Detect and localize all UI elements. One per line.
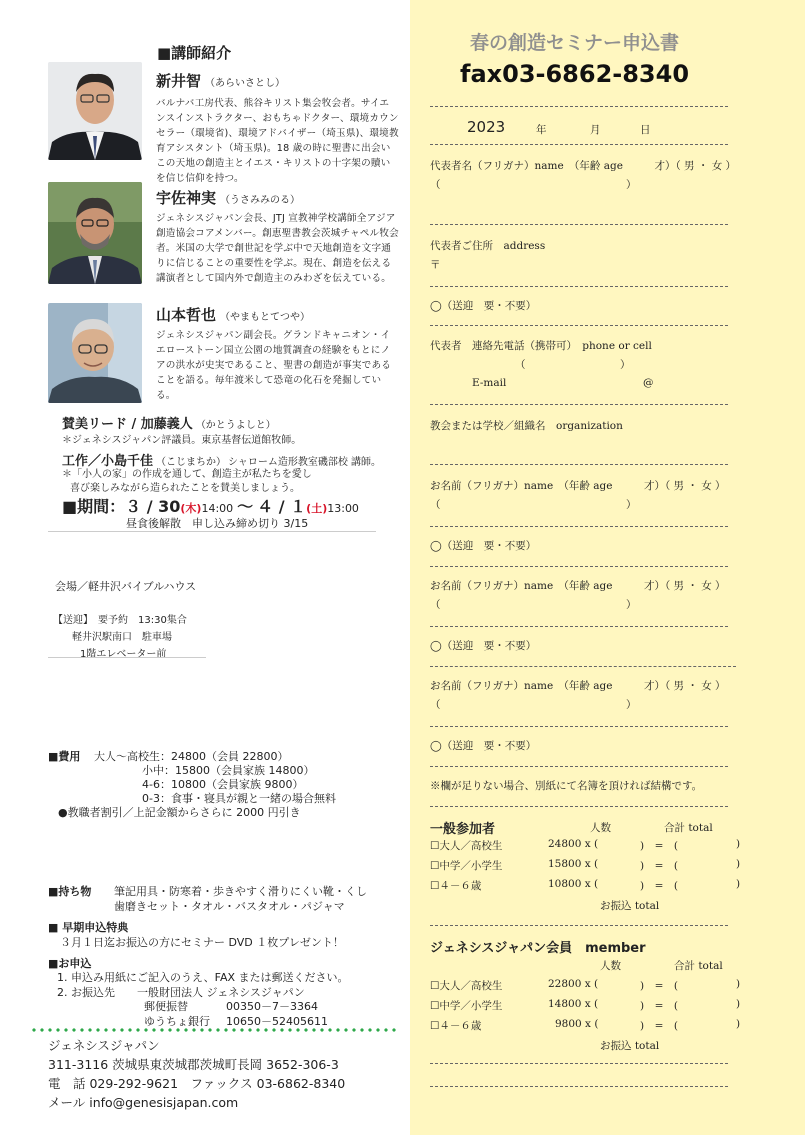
items-label: ■持ち物 [48,885,92,898]
items-line1: 筆記用具・防寒着・歩きやすく滑りにくい靴・くし [114,885,367,898]
period-start-day: (木) [180,502,202,515]
postal-number: 00350－7－3364 [226,1000,318,1013]
period-end-day: (土) [306,502,328,515]
general-title: 一般参加者 [430,822,496,837]
form-divider [430,806,728,807]
person3-name-label[interactable]: お名前（フリガナ）name （年齢 age 才）（ 男 ・ 女 ） [430,680,726,692]
early-label: ■ 早期申込特典 [48,921,129,934]
arai-kana: （あらいさとし） [205,78,286,89]
praise-desc: ＊ジェネシスジャパン評議員。東京基督伝道館牧師。 [62,435,302,446]
form-divider [430,1063,728,1064]
yamamoto-kana: （やまもとてつや） [220,312,311,323]
form-divider [430,626,728,627]
footer-org: ジェネシスジャパン [48,1038,160,1053]
general-young-checkbox[interactable]: ☐４－６歳 [430,880,482,892]
fees-line3: 4-6：10800（会員家族 9800） [142,778,304,791]
member-child-eq[interactable]: ) = ( [640,1000,678,1012]
general-adult-price: 24800 x ( [548,838,599,850]
person1-open-paren: （ [430,499,441,511]
period-tilde: 〜 [237,497,254,516]
form-divider [430,1086,728,1087]
form-divider [430,106,728,107]
fees-label: ■費用 [48,750,81,763]
member-total-label: 合計 total [674,960,723,972]
praise-kana: （かとうよしと） [195,420,276,431]
person3-open-paren: （ [430,699,441,711]
form-day-label: 日 [640,124,651,136]
member-count-label: 人数 [600,960,621,972]
form-divider [430,766,728,767]
form-divider [430,404,728,405]
form-divider [430,224,728,225]
craft-desc2: 喜び楽しみながら造られたことを賛美しましょう。 [70,483,300,494]
general-child-close: ) [736,858,741,870]
arai-name: 新井智 [156,72,202,90]
form-divider [430,566,728,567]
arai-photo [48,62,142,160]
organization-label[interactable]: 教会または学校／組織名 organization [430,420,623,432]
form-month-label: 月 [590,124,601,136]
fees-line1: 大人〜高校生：24800（会員 22800） [94,750,289,763]
form-note: ※欄が足りない場合、別紙にて名簿を頂ければ結構です。 [430,780,703,792]
general-adult-close: ) [736,838,741,850]
craft-kana: （こじまちか） [156,457,227,468]
form-year-label: 年 [536,124,547,136]
general-child-checkbox[interactable]: ☐中学／小学生 [430,860,503,872]
form-divider [430,526,728,527]
email-at: @ [643,377,654,389]
apply-step2: 2. お振込先 一般財団法人 ジェネシスジャパン [57,986,305,999]
rep-name-label[interactable]: 代表者名（フリガナ）name （年齢 age 才）（ 男 ・ 女 ） [430,160,737,172]
period-end-time: 13:00 [327,502,359,515]
praise-title: 賛美リード / 加藤義人 [62,417,193,432]
member-young-eq[interactable]: ) = ( [640,1020,678,1032]
form-divider [430,325,728,326]
usa-kana: （うさみみのる） [220,195,301,206]
pickup-line3: 1階エレベーター前 [80,649,167,660]
green-dotted-divider [30,1028,400,1032]
arai-bio: バルナバ工房代表、熊谷キリスト集会牧会者。サイエンスインストラクター、おもちゃドクター、環境カウンセラー（環境省)、環境アドバイザー（埼玉県)、環境教育アシスタント（埼玉県)。18 歳の時に聖書に出会いこの天地の創造主とイエス・キリストの十字架の贖いを信じ信仰を持つ。 [156,98,399,184]
footer-address: 311-3116 茨城県東茨城郡茨城町長岡 3652-306-3 [48,1057,339,1072]
address-label[interactable]: 代表者ご住所 address [430,240,546,252]
pickup-line2: 軽井沢駅南口 駐車場 [72,632,172,643]
person2-name-label[interactable]: お名前（フリガナ）name （年齢 age 才）（ 男 ・ 女 ） [430,580,726,592]
period-divider [48,531,376,532]
fees-line5: ●教職者割引／上記金額からさらに 2000 円引き [58,806,301,819]
period-label: ■期間： [62,497,126,516]
items-line2: 歯磨きセット・タオル・バスタオル・パジャマ [114,900,345,913]
general-adult-eq[interactable]: ) = ( [640,840,678,852]
form-year: 2023 [467,118,506,136]
period-start-num: ３ / 30 [125,497,181,516]
footer-email: メール info@genesisjapan.com [48,1095,239,1110]
period-line [62,494,359,517]
member-child-close: ) [736,998,741,1010]
form-divider [430,925,728,926]
period-start-time: 14:00 [201,502,234,515]
person2-pickup-option[interactable]: ◯（送迎 要・不要） [430,640,537,652]
form-fax: fax03-6862-8340 [460,60,690,88]
fees-line2: 小中：15800（会員家族 14800） [142,764,315,777]
member-young-close: ) [736,1018,741,1030]
phone-label[interactable]: 代表者 連絡先電話（携帯可） phone or cell [430,340,652,352]
general-adult-checkbox[interactable]: ☐大人／高校生 [430,840,503,852]
person1-name-label[interactable]: お名前（フリガナ）name （年齢 age 才）（ 男 ・ 女 ） [430,480,726,492]
form-divider [430,144,728,145]
early-text: ３月１日迄お振込の方にセミナー DVD １枚プレゼント！ [60,936,344,949]
form-divider [430,464,728,465]
person2-open-paren: （ [430,599,441,611]
general-transfer-total: お振込 total [600,900,660,912]
period-end-num: ４ / １ [257,497,307,516]
pickup-divider [48,657,206,658]
member-young-checkbox[interactable]: ☐４－６歳 [430,1020,482,1032]
venue: 会場／軽井沢バイブルハウス [55,580,197,593]
general-total-label: 合計 total [664,822,713,834]
instructors-heading: ■講師紹介 [157,44,232,62]
rep-pickup-option[interactable]: ◯（送迎 要・不要） [430,300,537,312]
member-adult-close: ) [736,978,741,990]
person3-pickup-option[interactable]: ◯（送迎 要・不要） [430,740,537,752]
general-count-label: 人数 [590,822,611,834]
rep-name-open-paren: （ [430,179,441,191]
member-young-price: 9800 x ( [555,1018,599,1030]
form-title: 春の創造セミナー申込書 [470,32,680,54]
person3-close-paren: ） [626,699,637,711]
bank-number: 10650－52405611 [226,1015,328,1028]
pickup-line1: 【送迎】 要予約 13:30集合 [53,615,187,626]
fees-line4: 0-3：食事・寝具が親と一緒の場合無料 [142,792,336,805]
postal-label: 郵便振替 [144,1000,188,1013]
rep-name-close-paren: ） [626,179,637,191]
craft-desc1: ＊「小人の家」の作成を通して、創造主が私たちを愛し [62,469,312,480]
postal-mark: 〒 [430,259,441,271]
phone-paren: （ ） [515,359,631,371]
craft-role: シャローム造形教室磯部校 講師。 [228,457,381,468]
apply-step1: 1. 申込み用紙にご記入のうえ、FAX または郵送ください。 [57,971,349,984]
person1-close-paren: ） [626,499,637,511]
person1-pickup-option[interactable]: ◯（送迎 要・不要） [430,540,537,552]
craft-title: 工作／小島千佳 [62,454,154,469]
usa-photo [48,182,142,284]
apply-label: ■お申込 [48,957,92,970]
general-young-eq[interactable]: ) = ( [640,880,678,892]
period-note: 昼食後解散 申し込み締め切り 3/15 [126,517,309,530]
form-divider [430,666,736,667]
member-adult-checkbox[interactable]: ☐大人／高校生 [430,980,503,992]
general-young-price: 10800 x ( [548,878,599,890]
member-adult-eq[interactable]: ) = ( [640,980,678,992]
general-child-eq[interactable]: ) = ( [640,860,678,872]
person2-close-paren: ） [626,599,637,611]
yamamoto-bio: ジェネシスジャパン副会長。グランドキャニオン・イエローストーン国立公園の地質調査の経験をもとにノアの洪水が史実であること、聖書の創造が事実であることを語る。毎年渡米して恐竜の化石を発掘している。 [156,330,392,401]
usa-name: 宇佐神実 [156,189,217,207]
general-young-close: ) [736,878,741,890]
member-adult-price: 22800 x ( [548,978,599,990]
member-transfer-total: お振込 total [600,1040,660,1052]
form-divider [430,286,728,287]
bank-label: ゆうちょ銀行 [144,1015,210,1028]
member-title: ジェネシスジャパン会員 member [430,941,646,956]
member-child-price: 14800 x ( [548,998,599,1010]
general-child-price: 15800 x ( [548,858,599,870]
yamamoto-photo [48,303,142,403]
form-divider [430,726,728,727]
yamamoto-name: 山本哲也 [156,306,217,324]
email-label[interactable]: E-mail [472,377,507,389]
member-child-checkbox[interactable]: ☐中学／小学生 [430,1000,503,1012]
usa-bio: ジェネシスジャパン会長、JTJ 宣教神学校講師全アジア創造協会コアメンバー。創恵聖書教会茨城チャペル牧会者。米国の大学で創世記を学ぶ中で天地創造を文字通りに信じることの重要性を学ぶ。現在、創造を伝える講演者として国内外で創造主のみわざを伝えている。 [156,213,399,284]
footer-phone: 電 話 029-292-9621 ファックス 03-6862-8340 [48,1076,346,1091]
